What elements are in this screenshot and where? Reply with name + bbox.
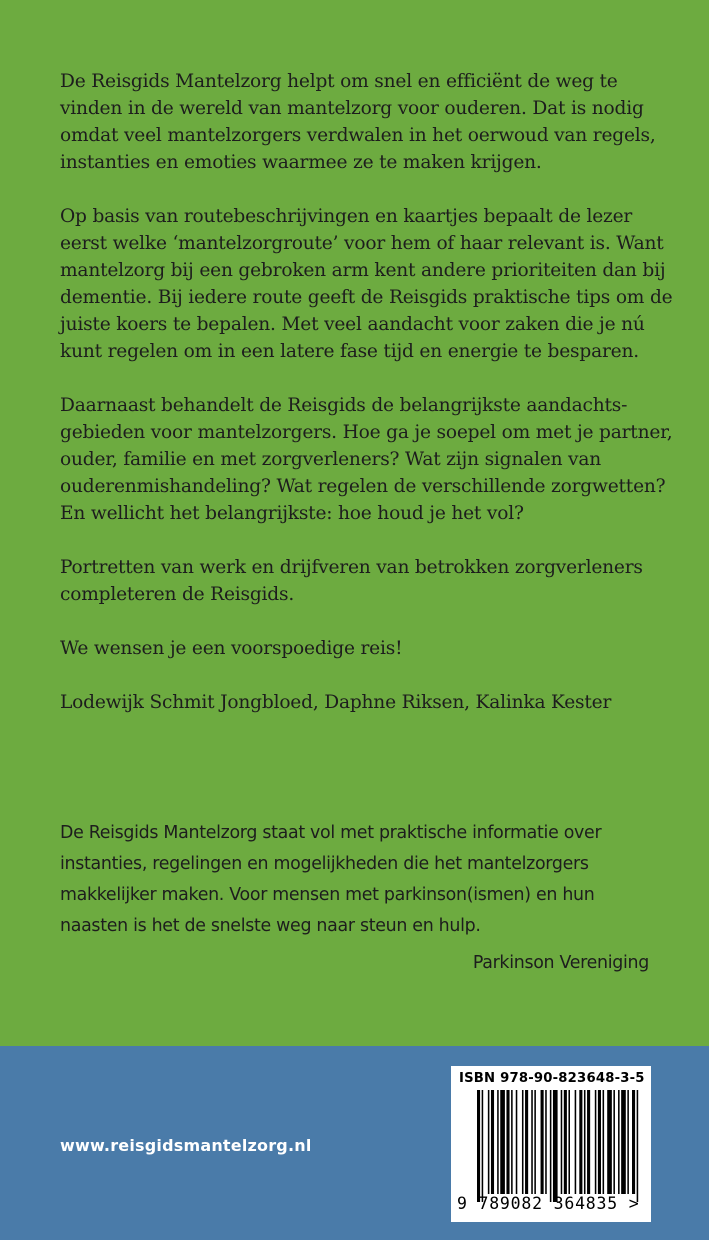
isbn-label: ISBN 978-90-823648-3-5 (459, 1071, 645, 1086)
quote-text (60, 818, 660, 942)
text-line: juiste koers te bepalen. Met veel aandacht voor zaken die je nú (60, 314, 645, 335)
text-line: instanties, regelingen en mogelijkheden die het mantelzorgers (60, 854, 589, 874)
text-line: En wellicht het belangrijkste: hoe houd je het vol? (60, 503, 524, 524)
text-line: completeren de Reisgids. (60, 584, 295, 605)
blurb-paragraph-2 (60, 203, 673, 365)
blurb-text (60, 68, 673, 743)
text-line: Daarnaast behandelt de Reisgids de belangrijkste aandachts- (60, 395, 628, 416)
text-line: mantelzorg bij een gebroken arm kent andere prioriteiten dan bij (60, 260, 666, 281)
text-line: Lodewijk Schmit Jongbloed, Daphne Riksen, Kalinka Kester (60, 692, 612, 713)
text-line: naasten is het de snelste weg naar steun en hulp. (60, 916, 481, 936)
website-url: www.reisgidsmantelzorg.nl (60, 1136, 312, 1155)
text-line: gebieden voor mantelzorgers. Hoe ga je soepel om met je partner, (60, 422, 673, 443)
blurb-paragraph-3 (60, 392, 673, 527)
authors-line (60, 689, 660, 716)
text-line: Portretten van werk en drijfveren van betrokken zorgverleners (60, 557, 643, 578)
text-line: We wensen je een voorspoedige reis! (60, 638, 403, 659)
quote-author: Parkinson Vereniging (472, 953, 649, 973)
text-line: kunt regelen om in een latere fase tijd en energie te besparen. (60, 341, 639, 362)
text-line: dementie. Bij iedere route geeft de Reisgids praktische tips om de (60, 287, 673, 308)
blurb-paragraph-4 (60, 554, 660, 608)
blurb-paragraph-5 (60, 635, 660, 662)
text-line: De Reisgids Mantelzorg helpt om snel en efficiënt de weg te (60, 71, 618, 92)
isbn-barcode (451, 1066, 651, 1222)
text-line: instanties en emoties waarmee ze te maken krijgen. (60, 152, 542, 173)
ean-digits: 9 789082 364835 > (457, 1194, 640, 1213)
text-line: ouderenmishandeling? Wat regelen de verschillende zorgwetten? (60, 476, 666, 497)
text-line: omdat veel mantelzorgers verdwalen in het oerwoud van regels, (60, 125, 656, 146)
endorsement-quote (60, 818, 660, 979)
text-line: eerst welke ‘mantelzorgroute’ voor hem of haar relevant is. Want (60, 233, 664, 254)
text-line: makkelijker maken. Voor mensen met parkinson(ismen) en hun (60, 885, 595, 905)
text-line: vinden in de wereld van mantelzorg voor ouderen. Dat is nodig (60, 98, 644, 119)
text-line: ouder, familie en met zorgverleners? Wat zijn signalen van (60, 449, 602, 470)
blurb-paragraph-1 (60, 68, 660, 176)
text-line: De Reisgids Mantelzorg staat vol met praktische informatie over (60, 823, 602, 843)
text-line: Op basis van routebeschrijvingen en kaartjes bepaalt de lezer (60, 206, 633, 227)
